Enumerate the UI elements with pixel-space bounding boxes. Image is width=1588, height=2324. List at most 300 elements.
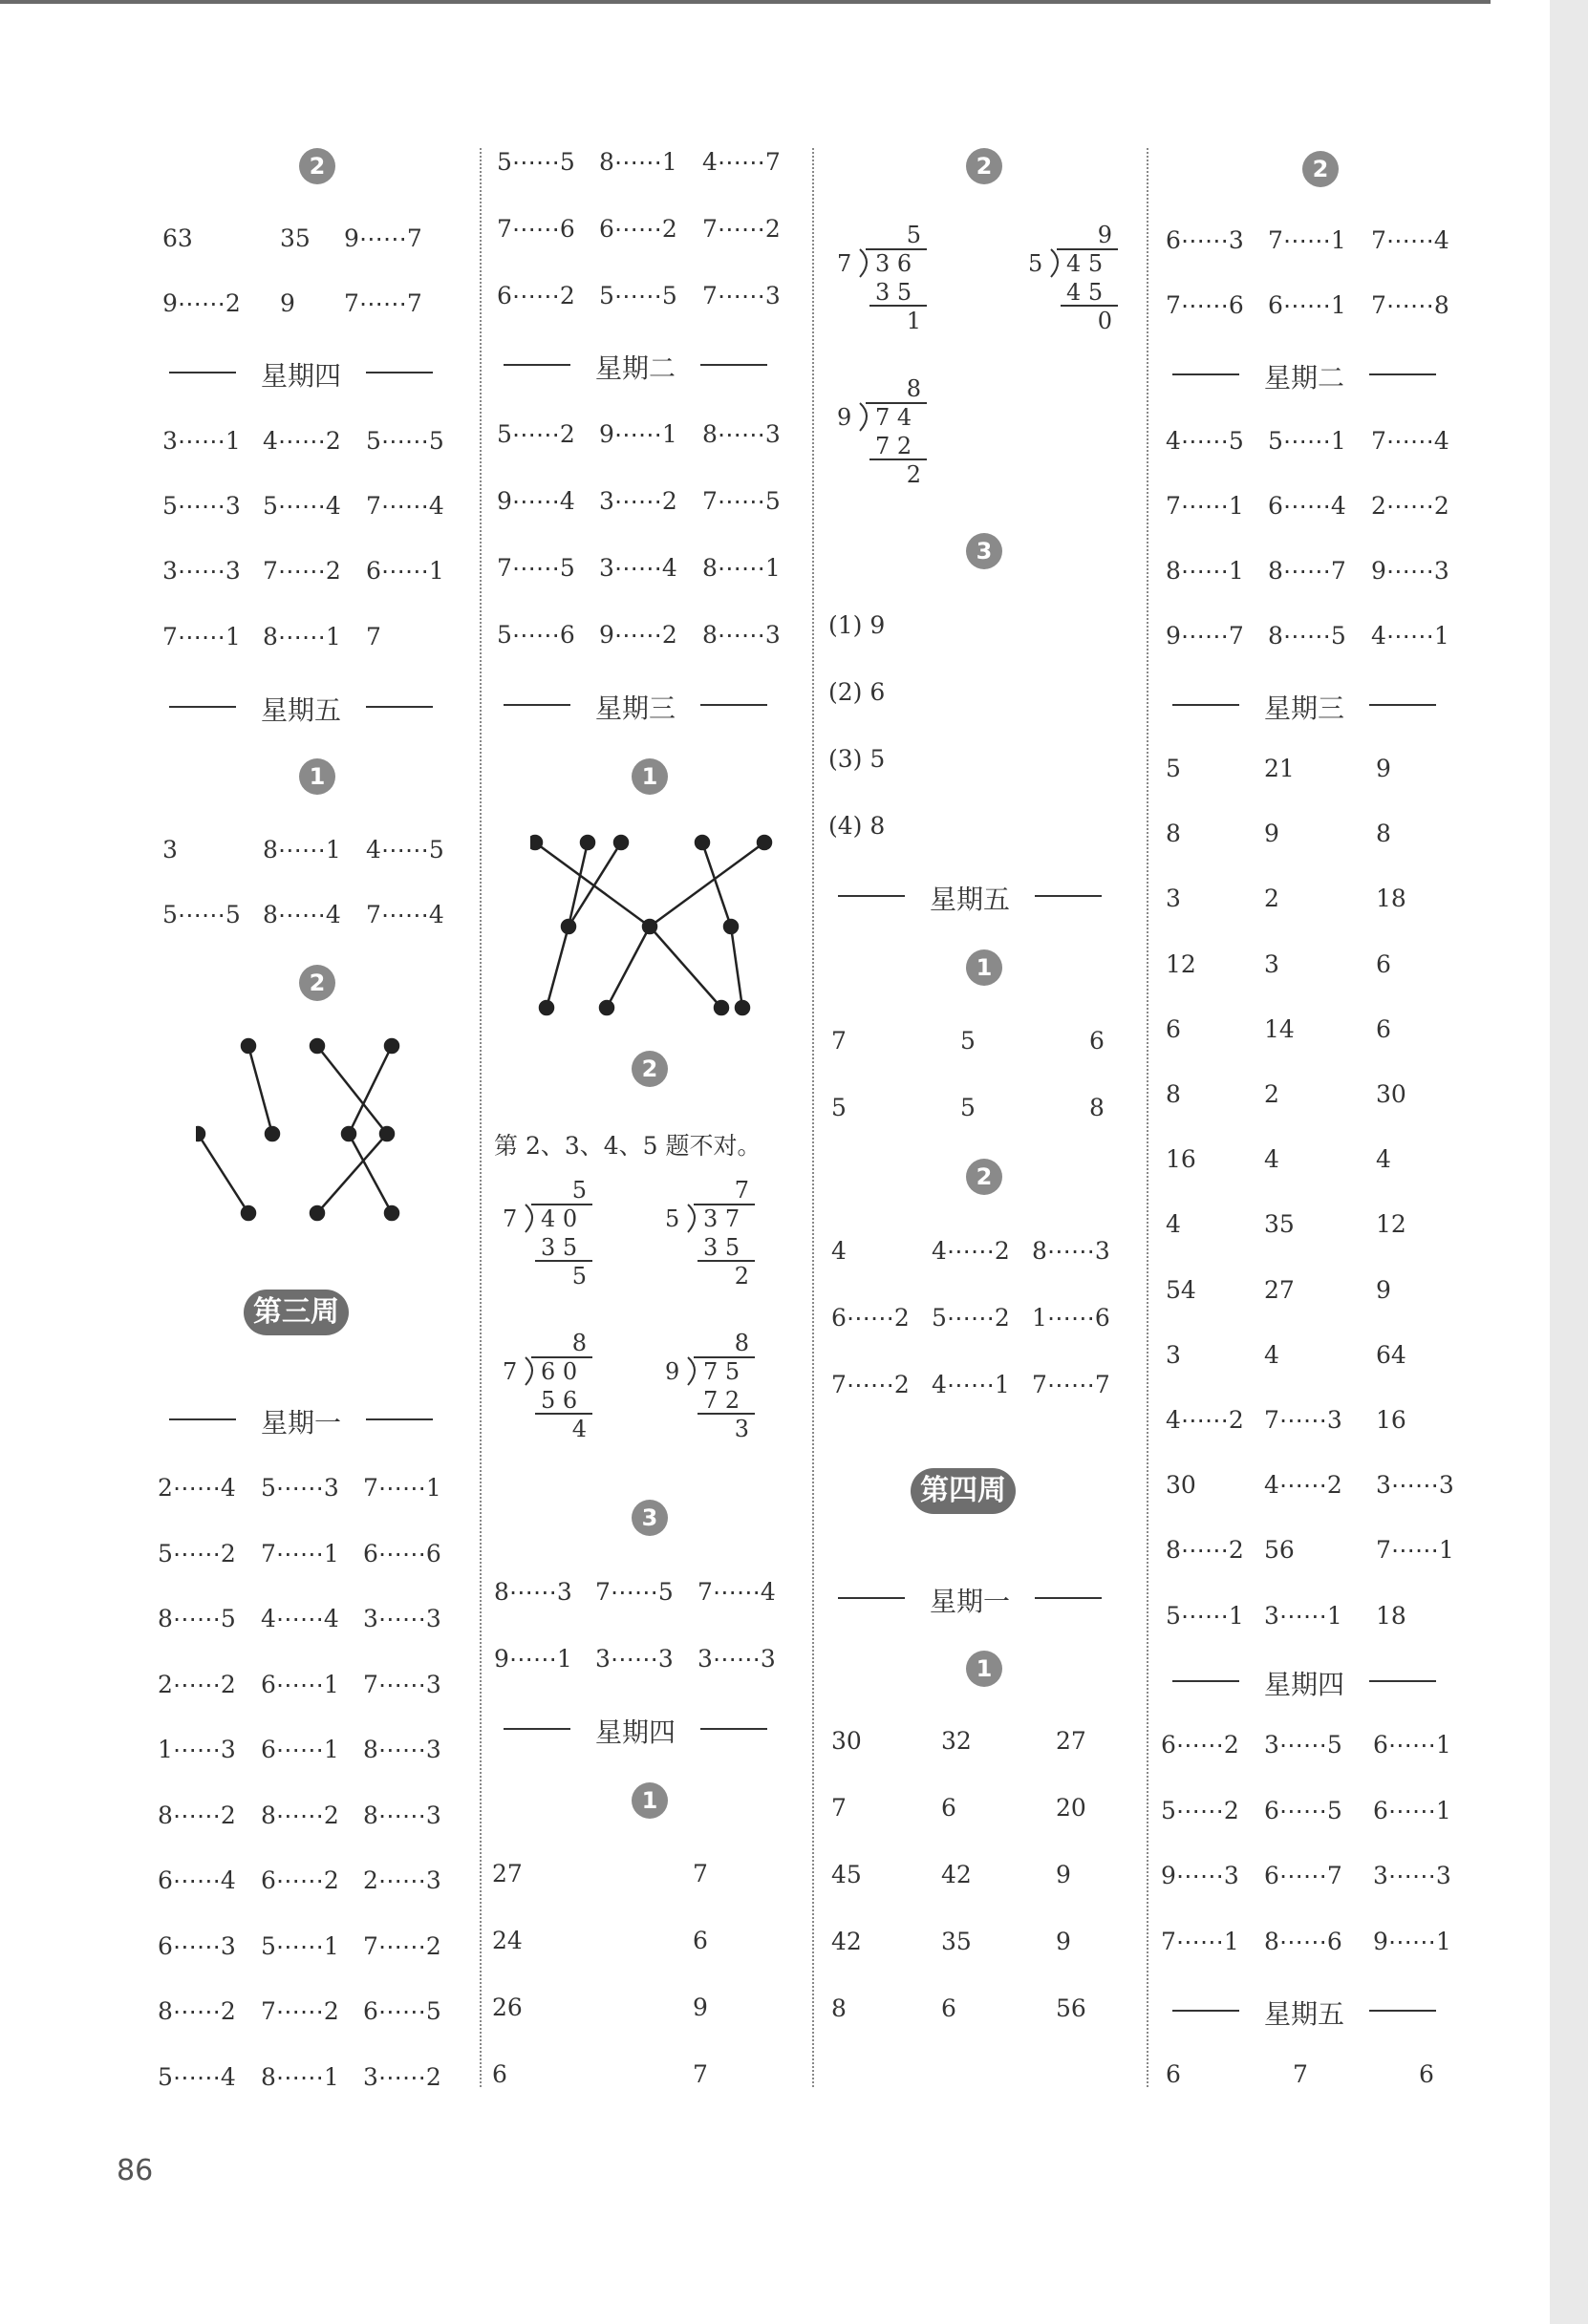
answer: 8⋯⋯1: [263, 623, 341, 650]
answer-row: [158, 224, 463, 253]
answer: 5⋯⋯4: [263, 492, 341, 520]
answer: 7⋯⋯7: [344, 289, 422, 317]
answer: 4: [831, 1237, 847, 1265]
answer: 2⋯⋯2: [1371, 492, 1449, 520]
division-quotient: 5: [906, 222, 921, 248]
answer: 8⋯⋯1: [263, 836, 341, 864]
answer-row: [158, 1736, 463, 1764]
answer: 6: [941, 1994, 956, 2022]
week-badge: 第四周: [911, 1468, 1016, 1514]
answer: 9⋯⋯1: [494, 1645, 572, 1673]
answer-row: [826, 1794, 1132, 1823]
division-divisor: 7: [503, 1205, 518, 1232]
answer: 6⋯⋯2: [497, 282, 575, 309]
day-heading-monday: 星期一: [826, 1581, 1113, 1613]
answer-row: [1161, 1080, 1467, 1109]
part-2-badge: 2: [966, 148, 1002, 184]
division-product: 4 5: [1066, 279, 1104, 306]
match-dot: [242, 1206, 255, 1220]
answer-row: [158, 901, 463, 929]
long-division: [831, 375, 936, 495]
answer: 4⋯⋯5: [1166, 427, 1244, 455]
match-dot: [715, 1001, 728, 1014]
division-divisor: 9: [665, 1358, 680, 1385]
answer: 7: [1293, 2060, 1308, 2088]
division-dividend: 4 5: [1066, 250, 1104, 277]
answer-row: [1161, 2060, 1467, 2089]
answer: 7: [366, 623, 381, 650]
answer: 9⋯⋯7: [1166, 622, 1244, 650]
division-bracket: [526, 1357, 532, 1385]
page-number: 86: [117, 2154, 154, 2187]
division-remainder: 3: [734, 1416, 749, 1442]
answer: 5: [1166, 755, 1181, 782]
answer: 8⋯⋯5: [1268, 622, 1346, 650]
answer-row: [492, 2060, 798, 2089]
column-divider: [812, 148, 814, 2087]
answer: 7⋯⋯2: [702, 215, 781, 243]
answer-row: [1161, 1341, 1467, 1370]
answer: 9: [1376, 1275, 1391, 1304]
answer: 64: [1376, 1340, 1406, 1369]
answer: 6⋯⋯1: [1268, 291, 1346, 319]
answer: 35: [1264, 1210, 1295, 1239]
match-dot: [736, 1001, 749, 1014]
answer: 5⋯⋯2: [158, 1539, 236, 1567]
answer: 7⋯⋯1: [1268, 226, 1346, 254]
day-heading-thursday: 星期四: [1161, 1664, 1448, 1696]
answer: 8: [831, 1994, 847, 2022]
match-dot: [600, 1001, 613, 1014]
answer: 7⋯⋯3: [363, 1670, 441, 1698]
answer-row: [1161, 1731, 1467, 1759]
answer-row: [1161, 226, 1467, 255]
part-1-badge: 1: [632, 758, 668, 795]
answer: 8⋯⋯3: [363, 1736, 441, 1763]
match-dot: [311, 1206, 324, 1220]
answer: 20: [1056, 1794, 1086, 1822]
answer: 27: [1056, 1727, 1086, 1755]
answer: 3⋯⋯2: [363, 2062, 441, 2091]
answer: 5⋯⋯5: [366, 427, 444, 455]
answer-row: [1161, 622, 1467, 650]
day-heading-wednesday: 星期三: [1161, 688, 1448, 720]
day-heading-monday: 星期一: [158, 1402, 444, 1435]
answer: 8⋯⋯6: [1264, 1927, 1342, 1955]
answer: 9⋯⋯4: [497, 487, 575, 515]
answer: 3⋯⋯3: [363, 1605, 441, 1632]
answer: 24: [492, 1927, 523, 1954]
answer-row: [1161, 557, 1467, 586]
answer: 45: [831, 1861, 862, 1888]
division-product: 7 2: [703, 1387, 740, 1414]
day-heading-tuesday: 星期二: [492, 348, 779, 380]
part-1-badge: 1: [299, 758, 335, 795]
answer: 9: [1056, 1928, 1071, 1955]
answer: 16: [1376, 1406, 1406, 1434]
column-divider: [1147, 148, 1148, 2087]
answer: 9: [1376, 755, 1391, 782]
day-heading-friday: 星期五: [158, 690, 444, 722]
answer: 9⋯⋯1: [599, 420, 677, 448]
division-divisor: 7: [837, 250, 852, 277]
answer: 3: [1166, 885, 1181, 913]
match-dot: [614, 836, 628, 849]
answer: 6⋯⋯1: [261, 1670, 339, 1698]
answer: 7⋯⋯5: [497, 554, 575, 582]
match-dot: [385, 1039, 398, 1053]
part-2-badge: 2: [966, 1159, 1002, 1195]
division-remainder: 2: [906, 461, 921, 488]
answer: 9⋯⋯3: [1161, 1862, 1239, 1889]
match-dot: [540, 1001, 553, 1014]
division-quotient: 7: [734, 1177, 749, 1204]
answer: 7⋯⋯1: [1161, 1927, 1239, 1955]
answer: (2) 6: [828, 678, 886, 706]
division-divisor: 5: [1028, 250, 1043, 277]
answer: 6: [1376, 1014, 1391, 1043]
answer: 1⋯⋯6: [1032, 1304, 1110, 1332]
answer-row: [158, 836, 463, 864]
answer: 5⋯⋯3: [162, 492, 241, 520]
answer: 6⋯⋯2: [831, 1304, 910, 1332]
answer: 6⋯⋯3: [158, 1931, 236, 1960]
answer: 21: [1264, 755, 1295, 782]
match-line: [547, 927, 569, 1008]
answer: 8: [1376, 820, 1391, 848]
long-division: [659, 1330, 764, 1449]
match-line: [248, 1046, 272, 1134]
part-2-badge: 2: [299, 148, 335, 184]
division-product: 7 2: [875, 433, 912, 459]
answer: 6⋯⋯5: [363, 1997, 441, 2025]
answer: 8⋯⋯1: [261, 2062, 339, 2091]
long-division: [659, 1177, 764, 1296]
answer-row: [492, 1578, 798, 1607]
answer-row: [158, 1866, 463, 1895]
match-line: [535, 842, 650, 927]
answer: 30: [1376, 1080, 1406, 1108]
answer: 2⋯⋯4: [158, 1474, 236, 1502]
answer: 8⋯⋯5: [158, 1605, 236, 1632]
division-product: 3 5: [541, 1234, 578, 1261]
answer: 5⋯⋯2: [932, 1304, 1010, 1332]
match-dot: [562, 920, 575, 933]
answer: 3⋯⋯3: [595, 1645, 674, 1673]
page-edge: [1550, 0, 1588, 2324]
division-quotient: 8: [906, 375, 921, 402]
answer: 3⋯⋯3: [1376, 1471, 1454, 1500]
answer: 6⋯⋯4: [158, 1866, 236, 1894]
answer: 8⋯⋯3: [702, 621, 781, 649]
answer: 8⋯⋯7: [1268, 557, 1346, 585]
answer-row: [492, 215, 798, 244]
answer: 3⋯⋯5: [1264, 1731, 1342, 1759]
answer-row: [158, 557, 463, 586]
match-dot: [530, 836, 542, 849]
answer: 3⋯⋯3: [162, 557, 241, 585]
note-text: 第 2、3、4、5 题不对。: [494, 1132, 762, 1160]
answer: 42: [941, 1861, 972, 1888]
answer-row: [1161, 755, 1467, 783]
answer: 32: [941, 1727, 972, 1755]
match-line: [317, 1046, 387, 1134]
division-bracket: [860, 249, 867, 277]
match-dot: [342, 1127, 355, 1141]
answer-row: [1161, 1210, 1467, 1239]
column-1: [158, 0, 463, 2324]
answer: (4) 8: [828, 812, 886, 840]
answer: 5: [960, 1027, 976, 1055]
answer-row: [826, 1027, 1132, 1055]
answer: 3⋯⋯4: [599, 554, 677, 582]
answer-row: [492, 554, 798, 583]
answer: 7⋯⋯4: [697, 1578, 776, 1606]
answer: 7⋯⋯8: [1371, 291, 1449, 319]
answer: 5⋯⋯1: [1166, 1601, 1244, 1630]
answer: 7: [693, 2060, 708, 2088]
long-division: [497, 1330, 602, 1449]
answer: 8: [1166, 1080, 1181, 1108]
division-remainder: 4: [571, 1416, 587, 1442]
answer: 7⋯⋯5: [702, 487, 781, 515]
answer: 5⋯⋯5: [599, 282, 677, 309]
answer: 3: [1166, 1340, 1181, 1369]
matching-diagram: [196, 1032, 444, 1223]
match-line: [731, 927, 742, 1008]
day-heading-tuesday: 星期二: [1161, 357, 1448, 390]
answer: 1⋯⋯3: [158, 1736, 236, 1763]
part-1-badge: 1: [632, 1782, 668, 1819]
answer: 5⋯⋯1: [261, 1931, 339, 1960]
answer: 8⋯⋯3: [1032, 1237, 1110, 1265]
match-dot: [758, 836, 771, 849]
division-divisor: 5: [665, 1205, 680, 1232]
answer: 35: [280, 224, 311, 252]
answer: 5⋯⋯5: [497, 148, 575, 176]
answer-row: [826, 1861, 1132, 1889]
match-line: [607, 927, 650, 1008]
part-2-badge: 2: [299, 965, 335, 1001]
answer-row: [492, 282, 798, 310]
division-bracket: [860, 403, 867, 431]
answer: 8⋯⋯1: [599, 148, 677, 176]
answer-row: [1161, 1276, 1467, 1305]
part-1-badge: 1: [966, 949, 1002, 986]
match-line: [569, 842, 621, 927]
match-line: [650, 927, 721, 1008]
answer: 8⋯⋯3: [363, 1801, 441, 1829]
answer: 6⋯⋯7: [1264, 1862, 1342, 1889]
answer: 8⋯⋯4: [263, 901, 341, 928]
day-heading-wednesday: 星期三: [492, 688, 779, 720]
answer-row: [158, 1540, 463, 1568]
answer: 6⋯⋯1: [1373, 1731, 1451, 1759]
answer: 2: [1264, 885, 1279, 913]
division-product: 3 5: [875, 279, 912, 306]
answer-row: [826, 1237, 1132, 1266]
answer: 7⋯⋯1: [162, 623, 241, 650]
answer: 5⋯⋯6: [497, 621, 575, 649]
answer: 7⋯⋯7: [1032, 1371, 1110, 1398]
answer: 18: [1376, 1601, 1406, 1630]
answer-row: [492, 1994, 798, 2022]
answer: 7⋯⋯4: [1371, 427, 1449, 455]
answer: 8: [1089, 1094, 1105, 1121]
answer: 6: [1376, 949, 1391, 978]
match-dot: [311, 1039, 324, 1053]
answer-row: [1161, 1536, 1467, 1565]
answer: 3: [1264, 949, 1279, 978]
division-quotient: 9: [1097, 222, 1112, 248]
answer: 9: [1264, 820, 1279, 848]
answer: 4⋯⋯5: [366, 836, 444, 864]
answer: (1) 9: [828, 611, 886, 639]
answer: 4⋯⋯2: [932, 1237, 1010, 1265]
part-3-badge: 3: [966, 533, 1002, 569]
answer: 30: [831, 1727, 862, 1755]
answer-row: [826, 1727, 1132, 1756]
answer: 9: [280, 289, 295, 317]
answer: 4⋯⋯4: [261, 1605, 339, 1632]
match-dot: [696, 836, 709, 849]
division-dividend: 4 0: [541, 1205, 578, 1232]
answer: 5⋯⋯4: [158, 2062, 236, 2091]
answer-row: [158, 1474, 463, 1503]
week-badge: 第三周: [244, 1290, 349, 1335]
division-divisor: 9: [837, 404, 852, 431]
answer: 14: [1264, 1014, 1295, 1043]
answer-row: [1161, 1862, 1467, 1890]
answer-row: [158, 427, 463, 456]
answer: 6⋯⋯2: [599, 215, 677, 243]
answer-row: [158, 1671, 463, 1699]
answer: 9⋯⋯2: [599, 621, 677, 649]
answer: 3: [162, 836, 178, 864]
answer: 27: [1264, 1275, 1295, 1304]
answer: 9⋯⋯7: [344, 224, 422, 252]
answer-row: [1161, 1406, 1467, 1435]
answer: 7⋯⋯5: [595, 1578, 674, 1606]
answer: (3) 5: [828, 745, 886, 773]
answer: 4⋯⋯1: [1371, 622, 1449, 650]
answer-row: [492, 621, 798, 650]
answer: 9⋯⋯1: [1373, 1927, 1451, 1955]
answer: 3⋯⋯2: [599, 487, 677, 515]
answer-row: [158, 1802, 463, 1830]
part-3-badge: 3: [632, 1500, 668, 1536]
answer: 8⋯⋯3: [494, 1578, 572, 1606]
answer-row: [826, 745, 1132, 774]
division-bracket: [688, 1205, 695, 1232]
day-heading-thursday: 星期四: [492, 1712, 779, 1744]
match-dot: [242, 1039, 255, 1053]
answer: 4: [1376, 1145, 1391, 1174]
answer: 16: [1166, 1145, 1196, 1174]
answer: 12: [1166, 949, 1196, 978]
answer: 27: [492, 1860, 523, 1887]
answer: 4⋯⋯1: [932, 1371, 1010, 1398]
division-dividend: 7 4: [875, 404, 912, 431]
match-dot: [266, 1127, 279, 1141]
answer: 3⋯⋯1: [1264, 1601, 1342, 1630]
division-remainder: 1: [906, 308, 921, 334]
answer: 5⋯⋯5: [162, 901, 241, 928]
division-remainder: 5: [571, 1263, 587, 1290]
division-bracket: [526, 1205, 532, 1232]
answer: 6: [1166, 2060, 1181, 2088]
answer: 18: [1376, 885, 1406, 913]
answer: 7⋯⋯1: [1376, 1536, 1454, 1565]
answer: 7⋯⋯6: [497, 215, 575, 243]
answer-row: [826, 678, 1132, 707]
division-quotient: 8: [734, 1330, 749, 1356]
answer: 63: [162, 224, 193, 252]
column-divider: [480, 148, 482, 2087]
answer: 7: [831, 1027, 847, 1055]
answer: 35: [941, 1928, 972, 1955]
day-heading-friday: 星期五: [1161, 1994, 1448, 2026]
answer: 4: [1264, 1145, 1279, 1174]
answer: 3⋯⋯3: [1373, 1862, 1451, 1889]
answer: 7⋯⋯3: [1264, 1406, 1342, 1434]
answer-row: [826, 1371, 1132, 1399]
match-dot: [385, 1206, 398, 1220]
answer: 6⋯⋯5: [1264, 1796, 1342, 1824]
answer-row: [826, 611, 1132, 640]
answer: 6: [492, 2060, 507, 2088]
day-heading-friday: 星期五: [826, 879, 1113, 911]
answer-row: [826, 1928, 1132, 1956]
answer-row: [158, 623, 463, 651]
answer-row: [1161, 1471, 1467, 1500]
answer-row: [492, 1927, 798, 1955]
answer: 7⋯⋯2: [831, 1371, 910, 1398]
answer-row: [826, 1994, 1132, 2023]
answer: 7⋯⋯2: [261, 1997, 339, 2025]
match-dot: [724, 920, 738, 933]
answer: 5⋯⋯3: [261, 1474, 339, 1502]
answer-row: [1161, 1145, 1467, 1174]
division-dividend: 3 6: [875, 250, 912, 277]
answer: 7⋯⋯1: [261, 1539, 339, 1567]
match-dot: [643, 920, 656, 933]
answer: 6⋯⋯4: [1268, 492, 1346, 520]
answer: 3⋯⋯3: [697, 1645, 776, 1673]
answer: 7⋯⋯2: [363, 1931, 441, 1960]
answer: 4⋯⋯2: [263, 427, 341, 455]
long-division: [1022, 222, 1127, 341]
match-dot: [196, 1127, 204, 1141]
match-line: [349, 1046, 392, 1134]
answer: 7⋯⋯2: [263, 557, 341, 585]
match-line: [198, 1134, 248, 1213]
answer-row: [826, 1094, 1132, 1122]
answer: 54: [1166, 1275, 1196, 1304]
answer-row: [1161, 1015, 1467, 1044]
answer: 7⋯⋯1: [363, 1474, 441, 1502]
answer: 6⋯⋯1: [366, 557, 444, 585]
answer: 8⋯⋯2: [158, 1997, 236, 2025]
matching-diagram: [530, 831, 779, 1022]
answer: 5⋯⋯2: [497, 420, 575, 448]
answer: 4⋯⋯2: [1166, 1406, 1244, 1434]
answer: 26: [492, 1994, 523, 2021]
answer-row: [1161, 291, 1467, 320]
day-heading-thursday: 星期四: [158, 355, 444, 388]
answer-row: [492, 420, 798, 449]
answer: 2: [1264, 1080, 1279, 1108]
